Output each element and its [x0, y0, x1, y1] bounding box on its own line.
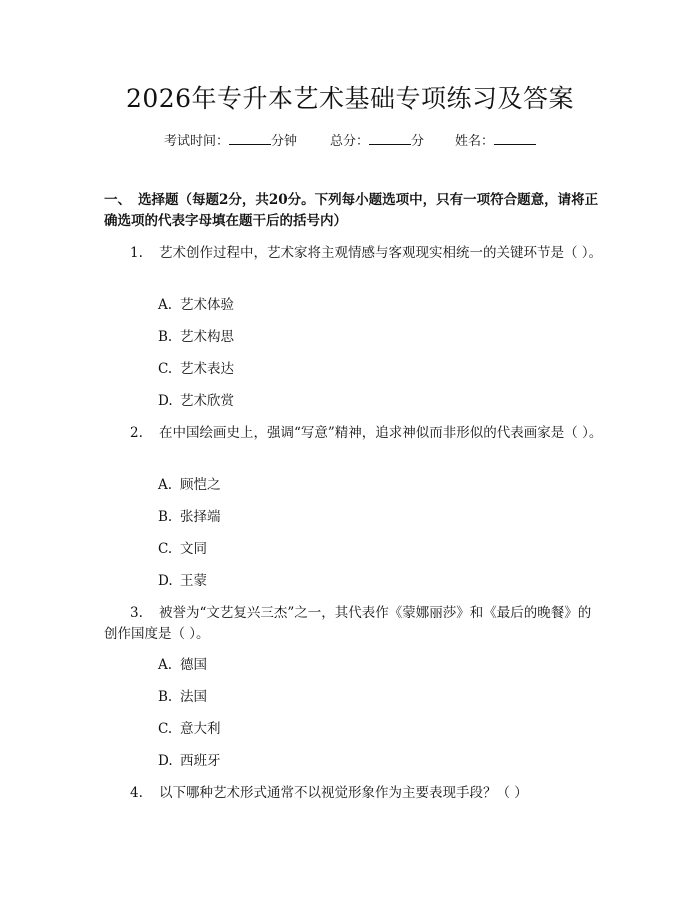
option-text: 艺术表达: [180, 361, 234, 377]
score-label: 总分：: [330, 134, 370, 149]
exam-time-label: 考试时间：: [164, 134, 230, 149]
question-number: 2.: [130, 425, 143, 441]
option-text: 法国: [180, 689, 207, 705]
question-1: [104, 243, 604, 264]
question-1-option-b: [158, 328, 234, 346]
question-2-option-a: [158, 476, 221, 494]
question-1-option-c: [158, 360, 234, 378]
option-letter: C.: [158, 361, 173, 377]
section-heading: [104, 190, 604, 232]
question-text: 在中国绘画史上，强调“写意”精神，追求神似而非形似的代表画家是（ ）。: [159, 425, 603, 441]
question-3: [104, 603, 604, 645]
section-number: 一、: [104, 192, 131, 208]
question-4: [104, 783, 604, 804]
question-2-option-d: [158, 572, 207, 590]
score-field: [330, 132, 424, 151]
exam-time-field: [164, 132, 297, 151]
question-3-option-d: [158, 752, 221, 770]
option-letter: B.: [158, 689, 173, 705]
option-text: 张择端: [180, 509, 221, 525]
option-text: 王蒙: [180, 573, 207, 589]
page-title: 2026年专升本艺术基础专项练习及答案: [125, 84, 575, 113]
question-3-option-c: [158, 720, 221, 738]
question-1-option-d: [158, 392, 234, 410]
question-number: 4.: [130, 785, 143, 801]
option-text: 西班牙: [180, 753, 221, 769]
question-2-option-b: [158, 508, 221, 526]
exam-time-unit: 分钟: [271, 134, 298, 149]
option-letter: C.: [158, 721, 173, 737]
question-text: 被誉为“文艺复兴三杰”之一，其代表作《蒙娜丽莎》和《最后的晚餐》的创作国度是（ ）。: [104, 605, 592, 642]
option-text: 文同: [180, 541, 207, 557]
question-number: 3.: [130, 605, 143, 621]
option-letter: D.: [158, 573, 173, 589]
option-text: 德国: [180, 657, 207, 673]
option-text: 艺术构思: [180, 329, 234, 345]
option-letter: D.: [158, 393, 173, 409]
option-text: 意大利: [180, 721, 221, 737]
name-field: [455, 132, 536, 151]
option-letter: A.: [158, 657, 173, 673]
question-text: 以下哪种艺术形式通常不以视觉形象作为主要表现手段？（ ）: [159, 785, 528, 801]
option-letter: B.: [158, 329, 173, 345]
option-text: 艺术欣赏: [180, 393, 234, 409]
section-instructions: 选择题（每题2分，共20分。下列每小题选项中，只有一项符合题意，请将正确选项的代表字母填在题干后的括号内）: [104, 192, 599, 229]
exam-time-blank: [229, 132, 271, 145]
option-text: 艺术体验: [180, 297, 234, 313]
option-text: 顾恺之: [180, 477, 221, 493]
question-3-option-a: [158, 656, 207, 674]
name-blank: [494, 132, 536, 145]
question-3-option-b: [158, 688, 207, 706]
option-letter: B.: [158, 509, 173, 525]
question-number: 1.: [130, 245, 143, 261]
score-unit: 分: [411, 134, 425, 149]
question-2: [104, 423, 604, 444]
option-letter: A.: [158, 477, 173, 493]
name-label: 姓名：: [455, 134, 495, 149]
option-letter: D.: [158, 753, 173, 769]
question-1-option-a: [158, 296, 234, 314]
score-blank: [369, 132, 411, 145]
question-text: 艺术创作过程中，艺术家将主观情感与客观现实相统一的关键环节是（ ）。: [159, 245, 603, 261]
option-letter: C.: [158, 541, 173, 557]
option-letter: A.: [158, 297, 173, 313]
question-2-option-c: [158, 540, 207, 558]
